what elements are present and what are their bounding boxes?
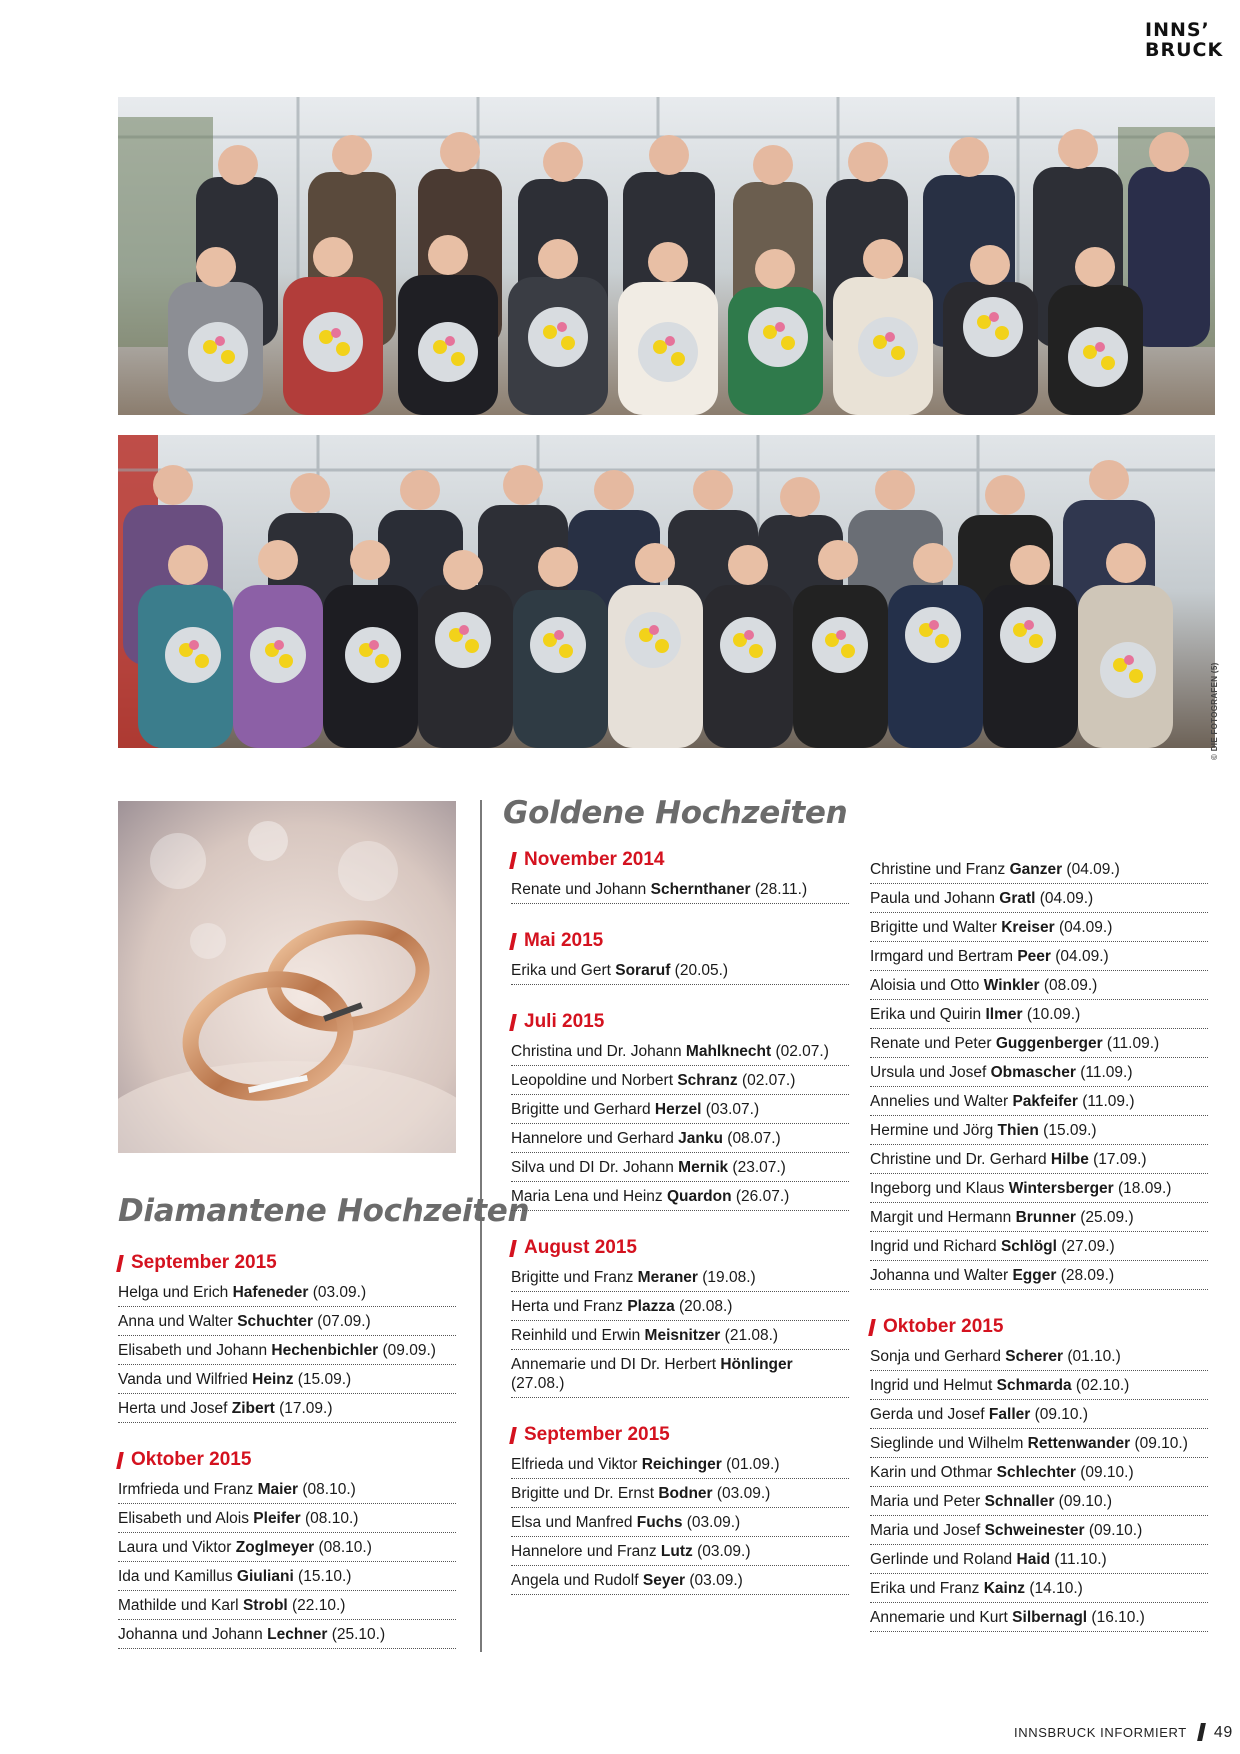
month-marker bbox=[116, 1255, 124, 1272]
first-names: Renate und Peter bbox=[870, 1035, 996, 1052]
wedding-date: (28.11.) bbox=[750, 881, 808, 898]
couple-entry bbox=[870, 1058, 1208, 1087]
first-names: Silva und DI Dr. Johann bbox=[511, 1159, 679, 1176]
group-photo-golden bbox=[118, 435, 1215, 748]
couple-entry bbox=[870, 971, 1208, 1000]
first-names: Hermine und Jörg bbox=[870, 1122, 998, 1139]
wedding-date: (02.07.) bbox=[737, 1072, 796, 1089]
wedding-date: (04.09.) bbox=[1062, 861, 1120, 878]
logo-line-2: BRUCK bbox=[1145, 39, 1224, 61]
first-names: Annemarie und DI Dr. Herbert bbox=[511, 1356, 721, 1373]
couple-entry bbox=[870, 1400, 1208, 1429]
month-heading bbox=[511, 1233, 849, 1263]
month-marker bbox=[509, 933, 517, 950]
photo-credit: © DIE FOTOGRAFEN (5) bbox=[1210, 662, 1219, 760]
first-names: Herta und Franz bbox=[511, 1298, 628, 1315]
surname: Faller bbox=[988, 1406, 1031, 1423]
surname: Winkler bbox=[983, 977, 1040, 994]
surname: Seyer bbox=[642, 1572, 686, 1589]
couple-entry bbox=[870, 1487, 1208, 1516]
wedding-date: (21.08.) bbox=[720, 1327, 779, 1344]
first-names: Ingrid und Helmut bbox=[870, 1377, 997, 1394]
first-names: Elisabeth und Alois bbox=[118, 1510, 254, 1527]
couple-entry bbox=[870, 1516, 1208, 1545]
surname: Pleifer bbox=[253, 1510, 301, 1527]
couple-entry bbox=[870, 1029, 1208, 1058]
surname: Mernik bbox=[678, 1159, 729, 1176]
month-marker bbox=[868, 1319, 876, 1336]
wedding-date: (11.09.) bbox=[1077, 1093, 1135, 1110]
surname: Hafeneder bbox=[232, 1284, 309, 1301]
first-names: Margit und Hermann bbox=[870, 1209, 1016, 1226]
wedding-date: (15.09.) bbox=[293, 1371, 352, 1388]
month-label: August 2015 bbox=[524, 1237, 637, 1258]
couple-entry bbox=[870, 1261, 1208, 1290]
first-names: Gerlinde und Roland bbox=[870, 1551, 1017, 1568]
wedding-date: (08.09.) bbox=[1039, 977, 1098, 994]
month-label: September 2015 bbox=[524, 1424, 670, 1445]
first-names: Herta und Josef bbox=[118, 1400, 232, 1417]
wedding-date: (07.09.) bbox=[313, 1313, 371, 1330]
innsbruck-logo bbox=[1145, 19, 1224, 61]
first-names: Erika und Franz bbox=[870, 1580, 984, 1597]
couple-entry bbox=[870, 1603, 1208, 1632]
surname: Brunner bbox=[1015, 1209, 1076, 1226]
surname: Zoglmeyer bbox=[235, 1539, 315, 1556]
surname: Schweinester bbox=[984, 1522, 1085, 1539]
wedding-date: (09.09.) bbox=[378, 1342, 436, 1359]
couple-entry bbox=[118, 1504, 456, 1533]
wedding-date: (11.09.) bbox=[1075, 1064, 1133, 1081]
first-names: Brigitte und Walter bbox=[870, 919, 1002, 936]
wedding-date: (23.07.) bbox=[728, 1159, 786, 1176]
page-number: 49 bbox=[1213, 1724, 1233, 1741]
wedding-date: (26.07.) bbox=[731, 1188, 790, 1205]
surname: Lechner bbox=[267, 1626, 328, 1643]
couple-entry bbox=[511, 956, 849, 985]
couple-entry bbox=[511, 1292, 849, 1321]
footer-divider bbox=[1197, 1723, 1206, 1741]
couple-entry bbox=[870, 1429, 1208, 1458]
wedding-date: (02.10.) bbox=[1071, 1377, 1130, 1394]
surname: Mahlknecht bbox=[685, 1043, 772, 1060]
first-names: Sieglinde und Wilhelm bbox=[870, 1435, 1028, 1452]
group-photo-diamond bbox=[118, 97, 1215, 415]
wedding-date: (15.10.) bbox=[293, 1568, 352, 1585]
first-names: Laura und Viktor bbox=[118, 1539, 236, 1556]
month-label: Oktober 2015 bbox=[131, 1449, 252, 1470]
first-names: Elisabeth und Johann bbox=[118, 1342, 272, 1359]
couple-entry bbox=[870, 1574, 1208, 1603]
surname: Herzel bbox=[654, 1101, 702, 1118]
wedding-date: (08.10.) bbox=[314, 1539, 372, 1556]
couple-entry bbox=[870, 1174, 1208, 1203]
first-names: Christine und Dr. Gerhard bbox=[870, 1151, 1051, 1168]
surname: Ilmer bbox=[985, 1006, 1023, 1023]
couple-entry bbox=[870, 1342, 1208, 1371]
couple-entry bbox=[511, 1450, 849, 1479]
surname: Zibert bbox=[231, 1400, 275, 1417]
couple-entry bbox=[118, 1365, 456, 1394]
couple-entry bbox=[118, 1562, 456, 1591]
wedding-date: (03.09.) bbox=[685, 1572, 743, 1589]
surname: Bodner bbox=[658, 1485, 713, 1502]
wedding-date: (03.09.) bbox=[308, 1284, 367, 1301]
first-names: Vanda und Wilfried bbox=[118, 1371, 253, 1388]
couple-entry bbox=[511, 1508, 849, 1537]
couple-entry bbox=[118, 1394, 456, 1423]
couple-entry bbox=[511, 1479, 849, 1508]
first-names: Erika und Quirin bbox=[870, 1006, 986, 1023]
month-heading bbox=[118, 1445, 456, 1475]
wedding-date: (10.09.) bbox=[1022, 1006, 1081, 1023]
couple-entry bbox=[870, 1458, 1208, 1487]
wedding-date: (08.10.) bbox=[300, 1510, 359, 1527]
first-names: Gerda und Josef bbox=[870, 1406, 989, 1423]
first-names: Johanna und Johann bbox=[118, 1626, 268, 1643]
first-names: Ursula und Josef bbox=[870, 1064, 991, 1081]
surname: Haid bbox=[1016, 1551, 1051, 1568]
month-marker bbox=[509, 852, 517, 869]
surname: Schnaller bbox=[984, 1493, 1055, 1510]
surname: Thien bbox=[997, 1122, 1039, 1139]
couple-entry bbox=[511, 1095, 849, 1124]
couple-entry bbox=[870, 1545, 1208, 1574]
first-names: Maria und Josef bbox=[870, 1522, 985, 1539]
wedding-rings-photo bbox=[118, 801, 456, 1153]
wedding-date: (09.10.) bbox=[1084, 1522, 1143, 1539]
couple-entry bbox=[511, 1321, 849, 1350]
first-names: Annemarie und Kurt bbox=[870, 1609, 1013, 1626]
wedding-date: (03.09.) bbox=[692, 1543, 751, 1560]
wedding-date: (01.09.) bbox=[721, 1456, 780, 1473]
surname: Guggenberger bbox=[995, 1035, 1103, 1052]
wedding-date: (11.10.) bbox=[1050, 1551, 1107, 1568]
wedding-date: (09.10.) bbox=[1130, 1435, 1188, 1452]
couple-entry bbox=[511, 1153, 849, 1182]
first-names: Sonja und Gerhard bbox=[870, 1348, 1006, 1365]
wedding-date: (14.10.) bbox=[1025, 1580, 1083, 1597]
golden-weddings-heading: Goldene Hochzeiten bbox=[503, 795, 848, 831]
diamond-weddings-heading: Diamantene Hochzeiten bbox=[118, 1193, 530, 1229]
couple-entry bbox=[870, 855, 1208, 884]
surname: Janku bbox=[678, 1130, 723, 1147]
couple-entry bbox=[870, 1232, 1208, 1261]
month-heading bbox=[118, 1248, 456, 1278]
surname: Gratl bbox=[999, 890, 1036, 907]
wedding-date: (03.07.) bbox=[701, 1101, 760, 1118]
first-names: Brigitte und Franz bbox=[511, 1269, 638, 1286]
surname: Quardon bbox=[666, 1188, 732, 1205]
golden-weddings-list-col2 bbox=[870, 855, 1208, 1632]
first-names: Anna und Walter bbox=[118, 1313, 238, 1330]
wedding-date: (02.07.) bbox=[771, 1043, 829, 1060]
wedding-date: (03.09.) bbox=[682, 1514, 741, 1531]
wedding-date: (04.09.) bbox=[1050, 948, 1109, 965]
couple-entry bbox=[118, 1336, 456, 1365]
month-label: Mai 2015 bbox=[524, 930, 604, 951]
wedding-date: (20.08.) bbox=[674, 1298, 733, 1315]
month-marker bbox=[509, 1014, 517, 1031]
first-names: Helga und Erich bbox=[118, 1284, 233, 1301]
month-label: November 2014 bbox=[524, 849, 665, 870]
month-heading bbox=[511, 1420, 849, 1450]
wedding-date: (25.09.) bbox=[1075, 1209, 1134, 1226]
surname: Pakfeifer bbox=[1012, 1093, 1078, 1110]
couple-entry bbox=[511, 875, 849, 904]
first-names: Angela und Rudolf bbox=[511, 1572, 643, 1589]
publication-name: INNSBRUCK INFORMIERT bbox=[1014, 1725, 1187, 1740]
month-heading bbox=[511, 845, 849, 875]
surname: Schernthaner bbox=[650, 881, 751, 898]
surname: Rettenwander bbox=[1027, 1435, 1131, 1452]
surname: Hönlinger bbox=[720, 1356, 793, 1373]
first-names: Elfrieda und Viktor bbox=[511, 1456, 642, 1473]
wedding-date: (17.09.) bbox=[1088, 1151, 1147, 1168]
first-names: Leopoldine und Norbert bbox=[511, 1072, 678, 1089]
month-heading bbox=[870, 1312, 1208, 1342]
couple-entry bbox=[511, 1263, 849, 1292]
surname: Meraner bbox=[637, 1269, 698, 1286]
surname: Obmascher bbox=[990, 1064, 1076, 1081]
couple-entry bbox=[870, 884, 1208, 913]
wedding-date: (09.10.) bbox=[1030, 1406, 1089, 1423]
month-heading bbox=[511, 926, 849, 956]
couple-entry bbox=[870, 1145, 1208, 1174]
page-footer bbox=[1014, 1723, 1233, 1742]
first-names: Annelies und Walter bbox=[870, 1093, 1013, 1110]
logo-line-1: INNS’ bbox=[1145, 19, 1210, 41]
wedding-date: (18.09.) bbox=[1113, 1180, 1172, 1197]
first-names: Erika und Gert bbox=[511, 962, 616, 979]
wedding-date: (15.09.) bbox=[1038, 1122, 1097, 1139]
wedding-date: (11.09.) bbox=[1102, 1035, 1160, 1052]
first-names: Ingrid und Richard bbox=[870, 1238, 1001, 1255]
surname: Strobl bbox=[242, 1597, 288, 1614]
surname: Plazza bbox=[627, 1298, 675, 1315]
wedding-date: (17.09.) bbox=[274, 1400, 333, 1417]
first-names: Karin und Othmar bbox=[870, 1464, 997, 1481]
couple-entry bbox=[511, 1566, 849, 1595]
couple-entry bbox=[511, 1537, 849, 1566]
surname: Kainz bbox=[983, 1580, 1026, 1597]
surname: Kreiser bbox=[1001, 919, 1055, 936]
wedding-date: (20.05.) bbox=[670, 962, 729, 979]
golden-weddings-list-col1 bbox=[511, 845, 849, 1595]
surname: Soraruf bbox=[615, 962, 671, 979]
first-names: Maria und Peter bbox=[870, 1493, 985, 1510]
month-marker bbox=[116, 1452, 124, 1469]
first-names: Irmgard und Bertram bbox=[870, 948, 1018, 965]
first-names: Johanna und Walter bbox=[870, 1267, 1013, 1284]
couple-entry bbox=[118, 1533, 456, 1562]
surname: Schlögl bbox=[1000, 1238, 1057, 1255]
first-names: Irmfrieda und Franz bbox=[118, 1481, 258, 1498]
first-names: Hannelore und Gerhard bbox=[511, 1130, 679, 1147]
couple-entry bbox=[511, 1066, 849, 1095]
first-names: Maria Lena und Heinz bbox=[511, 1188, 667, 1205]
wedding-date: (25.10.) bbox=[327, 1626, 386, 1643]
wedding-date: (04.09.) bbox=[1054, 919, 1113, 936]
wedding-date: (19.08.) bbox=[697, 1269, 756, 1286]
surname: Egger bbox=[1012, 1267, 1057, 1284]
wedding-date: (09.10.) bbox=[1075, 1464, 1134, 1481]
first-names: Christina und Dr. Johann bbox=[511, 1043, 686, 1060]
couple-entry bbox=[870, 942, 1208, 971]
month-label: September 2015 bbox=[131, 1252, 277, 1273]
month-marker bbox=[509, 1427, 517, 1444]
wedding-date: (09.10.) bbox=[1054, 1493, 1113, 1510]
couple-entry bbox=[870, 1116, 1208, 1145]
couple-entry bbox=[118, 1620, 456, 1649]
first-names: Reinhild und Erwin bbox=[511, 1327, 645, 1344]
wedding-date: (04.09.) bbox=[1035, 890, 1094, 907]
first-names: Ingeborg und Klaus bbox=[870, 1180, 1009, 1197]
couple-entry bbox=[118, 1475, 456, 1504]
surname: Peer bbox=[1017, 948, 1051, 965]
couple-entry bbox=[511, 1182, 849, 1211]
couple-entry bbox=[511, 1124, 849, 1153]
wedding-date: (08.07.) bbox=[722, 1130, 781, 1147]
wedding-date: (28.09.) bbox=[1056, 1267, 1115, 1284]
surname: Scherer bbox=[1005, 1348, 1064, 1365]
surname: Silbernagl bbox=[1012, 1609, 1088, 1626]
first-names: Christine und Franz bbox=[870, 861, 1010, 878]
diamond-weddings-list bbox=[118, 1248, 456, 1649]
couple-entry bbox=[118, 1591, 456, 1620]
wedding-date: (03.09.) bbox=[712, 1485, 771, 1502]
couple-entry bbox=[870, 913, 1208, 942]
wedding-date: (27.08.) bbox=[511, 1375, 565, 1392]
surname: Wintersberger bbox=[1008, 1180, 1114, 1197]
first-names: Brigitte und Dr. Ernst bbox=[511, 1485, 659, 1502]
couple-entry bbox=[118, 1278, 456, 1307]
surname: Hechenbichler bbox=[271, 1342, 379, 1359]
first-names: Renate und Johann bbox=[511, 881, 651, 898]
surname: Schuchter bbox=[237, 1313, 313, 1330]
surname: Giuliani bbox=[236, 1568, 294, 1585]
couple-entry bbox=[870, 1203, 1208, 1232]
first-names: Ida und Kamillus bbox=[118, 1568, 237, 1585]
month-heading bbox=[511, 1007, 849, 1037]
first-names: Brigitte und Gerhard bbox=[511, 1101, 655, 1118]
wedding-date: (08.10.) bbox=[298, 1481, 356, 1498]
month-label: Oktober 2015 bbox=[883, 1316, 1004, 1337]
surname: Schranz bbox=[677, 1072, 738, 1089]
surname: Ganzer bbox=[1009, 861, 1063, 878]
surname: Maier bbox=[257, 1481, 299, 1498]
surname: Schlechter bbox=[996, 1464, 1076, 1481]
couple-entry bbox=[118, 1307, 456, 1336]
surname: Lutz bbox=[660, 1543, 693, 1560]
couple-entry bbox=[511, 1037, 849, 1066]
month-label: Juli 2015 bbox=[524, 1011, 605, 1032]
first-names: Hannelore und Franz bbox=[511, 1543, 661, 1560]
couple-entry bbox=[870, 1087, 1208, 1116]
surname: Reichinger bbox=[641, 1456, 722, 1473]
surname: Fuchs bbox=[636, 1514, 683, 1531]
wedding-date: (01.10.) bbox=[1063, 1348, 1121, 1365]
surname: Heinz bbox=[252, 1371, 294, 1388]
surname: Schmarda bbox=[996, 1377, 1072, 1394]
first-names: Elsa und Manfred bbox=[511, 1514, 637, 1531]
couple-entry bbox=[870, 1371, 1208, 1400]
wedding-date: (22.10.) bbox=[287, 1597, 346, 1614]
first-names: Paula und Johann bbox=[870, 890, 1000, 907]
month-marker bbox=[509, 1240, 517, 1257]
couple-entry bbox=[870, 1000, 1208, 1029]
first-names: Aloisia und Otto bbox=[870, 977, 984, 994]
wedding-date: (16.10.) bbox=[1087, 1609, 1145, 1626]
couple-entry bbox=[511, 1350, 849, 1398]
surname: Meisnitzer bbox=[644, 1327, 721, 1344]
wedding-date: (27.09.) bbox=[1056, 1238, 1115, 1255]
first-names: Mathilde und Karl bbox=[118, 1597, 243, 1614]
surname: Hilbe bbox=[1050, 1151, 1089, 1168]
